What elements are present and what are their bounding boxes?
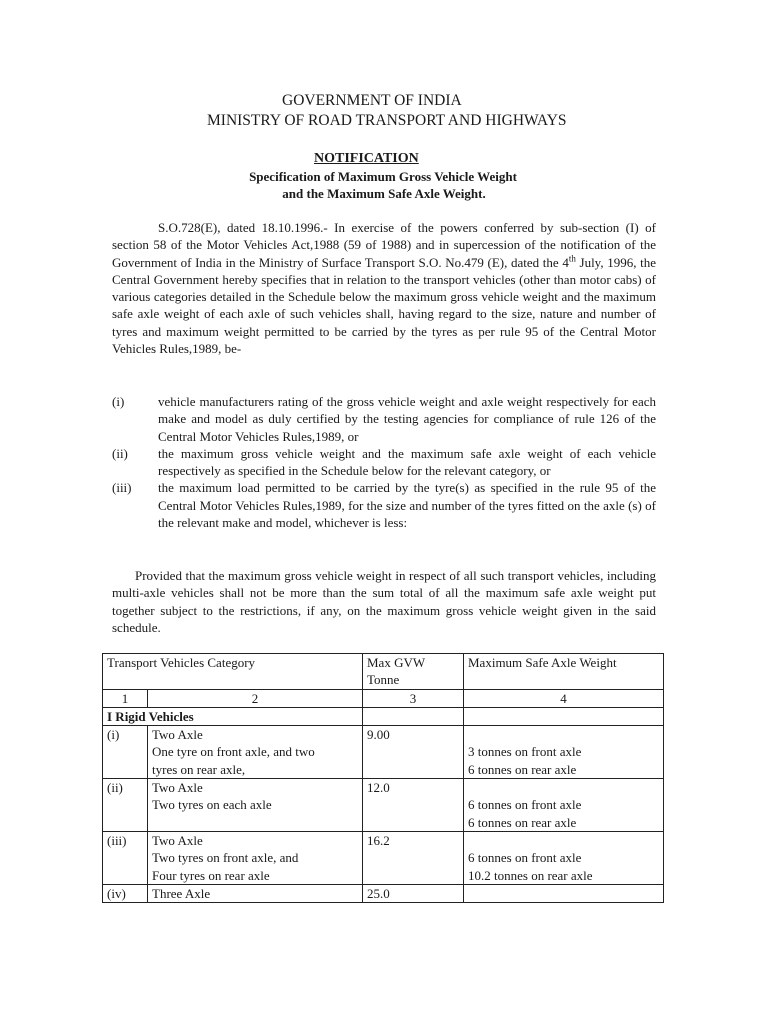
axle-weight-cell <box>464 831 664 884</box>
gvw-value: 25.0 <box>363 884 464 902</box>
axle-type: Two Axle <box>152 727 203 743</box>
list-item <box>112 445 656 480</box>
conditions-list <box>112 393 656 531</box>
column-number: 3 <box>363 689 464 707</box>
list-item-number: (ii) <box>112 445 128 461</box>
front-axle-weight: 6 tonnes on front axle <box>468 850 582 866</box>
rear-axle-weight: 10.2 tonnes on rear axle <box>468 867 593 883</box>
axle-weight-cell <box>464 726 664 779</box>
axle-weight-cell <box>464 779 664 832</box>
table-header-row <box>103 654 664 690</box>
empty-cell <box>363 707 464 725</box>
column-number: 4 <box>464 689 664 707</box>
government-title: GOVERNMENT OF INDIA <box>282 92 462 109</box>
section-row <box>103 707 664 725</box>
notification-subtitle-1: Specification of Maximum Gross Vehicle Weight <box>249 169 517 184</box>
tyre-config-line: Two tyres on front axle, and <box>152 850 299 866</box>
rear-axle-weight: 6 tonnes on rear axle <box>468 814 577 830</box>
list-item-text: vehicle manufacturers rating of the gross vehicle weight and axle weight respectively for each make and model as duly certified by the testing agencies for compliance of rule 126 of the Central Motor Vehicles Rules,1989, or <box>158 394 656 444</box>
intro-text-b: July, 1996, the Central Government hereby specifies that in relation to the transport vehicles (other than motor cabs) of various categories detailed in the Schedule below the maximum gross vehicle weight and the maximum safe axle weight of each axle of such vehicles shall, having regard to the size, nature and number of tyres and maximum weight permitted to be carried by the tyres as per rule 95 of the Central Motor Vehicles Rules,1989, be- <box>112 254 657 357</box>
notification-heading: NOTIFICATION <box>314 151 419 166</box>
column-number: 2 <box>148 689 363 707</box>
vehicle-description <box>148 726 363 779</box>
intro-paragraph <box>112 219 656 357</box>
list-item-number: (i) <box>112 394 125 409</box>
tyre-config-line: One tyre on front axle, and two <box>152 744 315 760</box>
list-item-text: the maximum gross vehicle weight and the maximum safe axle weight of each vehicle respectively as specified in the Schedule below for the relevant category, or <box>158 445 656 479</box>
tyre-config-line: Two tyres on each axle <box>152 797 272 813</box>
ministry-title: MINISTRY OF ROAD TRANSPORT AND HIGHWAYS <box>207 112 567 129</box>
gvw-value: 16.2 <box>363 831 464 884</box>
front-axle-weight: 3 tonnes on front axle <box>468 744 582 760</box>
vehicle-description: Three Axle <box>148 884 363 902</box>
header-axle-weight: Maximum Safe Axle Weight <box>464 654 664 690</box>
row-number: (iii) <box>103 831 148 884</box>
list-item <box>112 393 656 445</box>
schedule-table <box>102 653 664 903</box>
empty-cell <box>464 884 664 902</box>
table-row <box>103 831 664 884</box>
list-item-text: the maximum load permitted to be carried by the tyre(s) as specified in the rule 95 of the Central Motor Vehicles Rules,1989, for the size and number of the tyres fitted on the axle (s) of the relevant make and model, whichever is less: <box>158 480 656 531</box>
row-number: (ii) <box>103 779 148 832</box>
tyre-config-line: tyres on rear axle, <box>152 761 246 777</box>
row-number: (i) <box>103 726 148 779</box>
empty-cell <box>464 707 664 725</box>
list-item <box>112 479 656 531</box>
intro-text-a: S.O.728(E), dated 18.10.1996.- In exercise of the powers conferred by sub-section (I) of section 58 of the Motor Vehicles Act,1988 (59 of 1988) and in supercession of the notification of the Government of India in the Ministry of Surface Transport S.O. No.479 (E), dated the 4 <box>112 220 656 270</box>
column-number: 1 <box>103 689 148 707</box>
table-row <box>103 884 664 902</box>
ordinal-suffix: th <box>568 253 576 264</box>
notification-subtitle-2: and the Maximum Safe Axle Weight. <box>282 186 486 201</box>
front-axle-weight: 6 tonnes on front axle <box>468 797 582 813</box>
axle-type: Two Axle <box>152 780 203 796</box>
section-label: I Rigid Vehicles <box>103 707 363 725</box>
list-item-number: (iii) <box>112 480 132 496</box>
column-number-row <box>103 689 664 707</box>
gvw-value: 9.00 <box>363 726 464 779</box>
vehicle-description <box>148 779 363 832</box>
tyre-config-line: Four tyres on rear axle <box>152 867 270 883</box>
axle-type: Two Axle <box>152 832 203 848</box>
vehicle-description <box>148 831 363 884</box>
gvw-value: 12.0 <box>363 779 464 832</box>
rear-axle-weight: 6 tonnes on rear axle <box>468 761 577 777</box>
proviso-paragraph: Provided that the maximum gross vehicle weight in respect of all such transport vehicles, including multi-axle vehicles shall not be more than the sum total of all the maximum safe axle weight put together subject to the restrictions, if any, on the maximum gross vehicle weight given in the said schedule. <box>112 568 656 635</box>
header-gvw: Max GVW Tonne <box>363 654 464 690</box>
header-category: Transport Vehicles Category <box>103 654 363 690</box>
table-row <box>103 726 664 779</box>
table-row <box>103 779 664 832</box>
row-number: (iv) <box>103 884 148 902</box>
